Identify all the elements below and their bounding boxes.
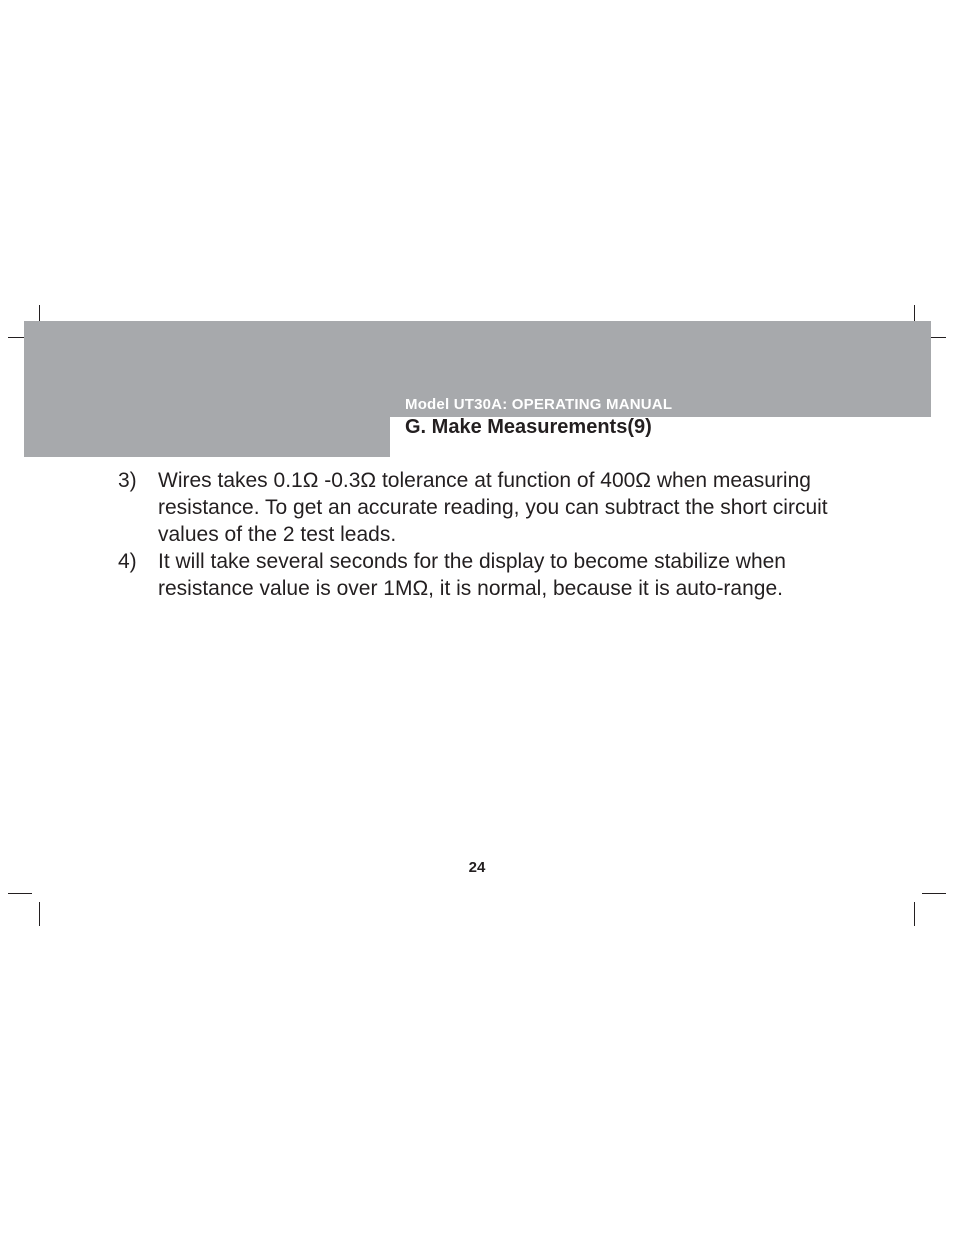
page-number: 24	[468, 859, 486, 876]
header-band-tab	[24, 417, 390, 457]
note-number: 3)	[118, 469, 137, 492]
crop-mark-bottom-right-vertical	[914, 902, 915, 926]
section-title: G. Make Measurements(9)	[405, 416, 652, 438]
manual-label: Model UT30A: OPERATING MANUAL	[405, 396, 673, 413]
note-number: 4)	[118, 550, 137, 573]
notes-list	[118, 467, 878, 602]
note-text: It will take several seconds for the display to become stabilize when resistance value is over 1MΩ, it is normal, because it is auto-range.	[158, 550, 786, 600]
note-text: Wires takes 0.1Ω -0.3Ω tolerance at function of 400Ω when measuring resistance. To get an accurate reading, you can subtract the short circuit values of the 2 test leads.	[158, 469, 828, 546]
list-item	[118, 548, 878, 602]
list-item	[118, 467, 878, 548]
crop-mark-bottom-left-horizontal	[8, 893, 32, 894]
crop-mark-bottom-left-vertical	[39, 902, 40, 926]
crop-mark-bottom-right-horizontal	[922, 893, 946, 894]
